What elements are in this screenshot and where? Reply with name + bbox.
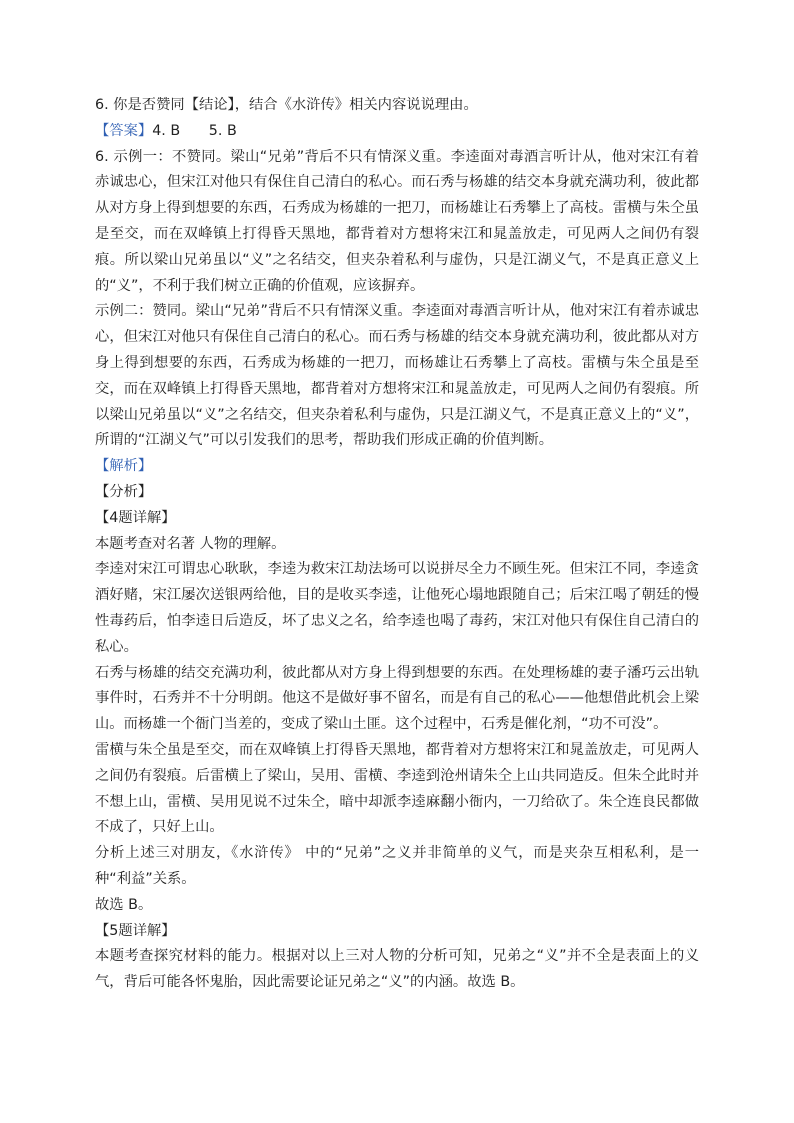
fenxi-label: 【分析】 (95, 483, 153, 500)
document-body (95, 93, 699, 996)
detail-5-label: 【5题详解】 (95, 922, 176, 939)
answer-line (95, 119, 699, 145)
answer-text: 4. B 5. B (152, 122, 237, 139)
detail-4-paragraph-2: 石秀与杨雄的结交充满功利，彼此都从对方身上得到想要的东西。在处理杨雄的妻子潘巧云出轨事件时，石秀并不十分明朗。他这不是做好事不留名，而是有自己的私心——他想借此机会上梁山。而杨雄一个衙门当差的，变成了梁山土匪。这个过程中，石秀是催化剂，“功不可没”。 (95, 664, 699, 733)
detail-5-text: 本题考查探究材料的能力。根据对以上三对人物的分析可知，兄弟之“义”并不全是表面上的义气，背后可能各怀鬼胎，因此需要论证兄弟之“义”的内涵。故选 B。 (95, 948, 699, 991)
example-two: 示例二：赞同。梁山“兄弟”背后不只有情深义重。李逵面对毒酒言听计从，他对宋江有着赤诚忠心，但宋江对他只有保住自己清白的私心。而石秀与杨雄的结交本身就充满功利，彼此都从对方身上得到想要的东西，石秀成为杨雄的一把刀，而杨雄让石秀攀上了高枝。雷横与朱仝虽是至交，而在双峰镇上打得昏天黑地，都背着对方想将宋江和晁盖放走，可见两人之间仍有裂痕。所以梁山兄弟虽以“义”之名结交，但夹杂着私利与虚伪，只是江湖义气，不是真正意义上的“义”，所谓的“江湖义气”可以引发我们的思考，帮助我们形成正确的价值判断。 (95, 303, 699, 449)
answer-label: 【答案】 (95, 122, 153, 139)
analysis-label: 【解析】 (95, 458, 153, 475)
detail-4-paragraph-1: 李逵对宋江可谓忠心耿耿，李逵为救宋江劫法场可以说拼尽全力不顾生死。但宋江不同，李逵贪酒好赌，宋江屡次送银两给他，目的是收买李逵，让他死心塌地跟随自己；后宋江喝了朝廷的慢性毒药后，怕李逵日后造反，坏了忠义之名，给李逵也喝了毒药，宋江对他只有保住自己清白的私心。 (95, 561, 699, 655)
detail-4-paragraph-4: 分析上述三对朋友，《水浒传》 中的“兄弟”之义并非简单的义气，而是夹杂互相私利，是一种“利益”关系。 (95, 845, 699, 887)
detail-4-conclusion: 故选 B。 (95, 896, 153, 913)
question-6: 6. 你是否赞同【结论】，结合《水浒传》相关内容说说理由。 (95, 97, 478, 113)
detail-4-intro: 本题考查对名著 人物的理解。 (95, 535, 286, 552)
detail-4-label: 【4题详解】 (95, 509, 176, 526)
detail-4-paragraph-3: 雷横与朱仝虽是至交，而在双峰镇上打得昏天黑地，都背着对方想将宋江和晁盖放走，可见两人之间仍有裂痕。后雷横上了梁山，吴用、雷横、李逵到沧州请朱仝上山共同造反。但朱仝此时并不想上山，雷横、吴用见说不过朱仝，暗中却派李逵麻翻小衙内，一刀给砍了。朱仝连良民都做不成了，只好上山。 (95, 741, 699, 836)
example-one: 6. 示例一：不赞同。梁山“兄弟”背后不只有情深义重。李逵面对毒酒言听计从，他对宋江有着赤诚忠心，但宋江对他只有保住自己清白的私心。而石秀与杨雄的结交本身就充满功利，彼此都从对方身上得到想要的东西，石秀成为杨雄的一把刀，而杨雄让石秀攀上了高枝。雷横与朱仝虽是至交，而在双峰镇上打得昏天黑地，都背着对方想将宋江和晁盖放走，可见两人之间仍有裂痕。所以梁山兄弟虽以“义”之名结交，但夹杂着私利与虚伪，只是江湖义气，不是真正意义上的“义”，不利于我们树立正确的价值观，应该摒弃。 (95, 148, 699, 294)
